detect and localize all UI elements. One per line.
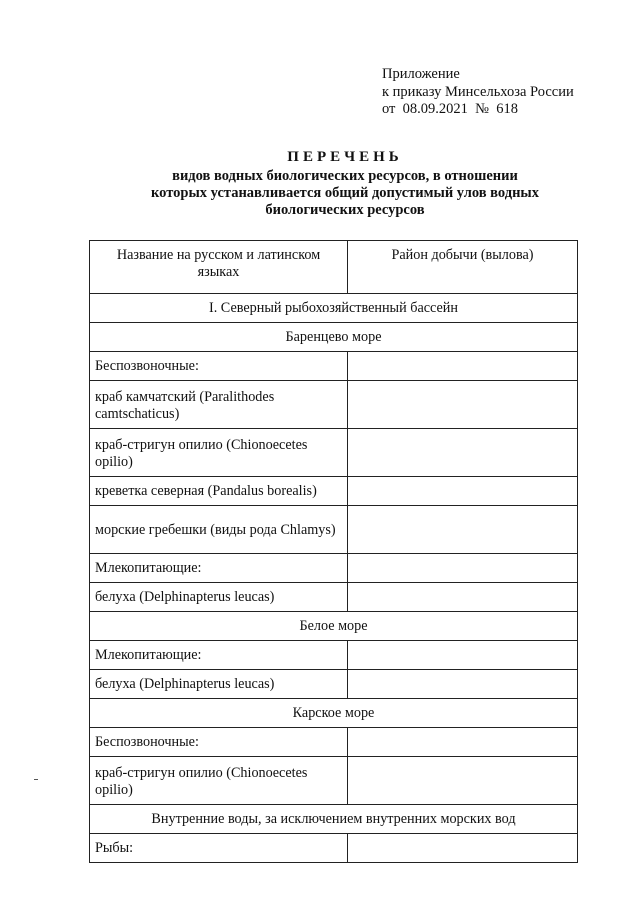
sea-title: Внутренние воды, за исключением внутренних морских вод (90, 805, 578, 834)
region-cell (348, 352, 578, 381)
table-row (90, 728, 578, 757)
subtitle-line: которых устанавливается общий допустимый улов водных (150, 185, 539, 201)
region-cell (348, 641, 578, 670)
region-cell (348, 834, 578, 863)
scan-mark (34, 779, 38, 780)
species-name: белуха (Delphinapterus leucas) (90, 670, 348, 699)
species-name: Млекопитающие: (90, 641, 348, 670)
region-cell (348, 757, 578, 805)
subtitle-line: видов водных биологических ресурсов, в отношении (172, 168, 518, 184)
sea-title: Баренцево море (90, 323, 578, 352)
appendix-block (382, 66, 574, 119)
region-cell (348, 506, 578, 554)
sea-title: Белое море (90, 612, 578, 641)
table-row (90, 757, 578, 805)
region-cell (348, 477, 578, 506)
table-row (90, 834, 578, 863)
table-header-row (90, 241, 578, 294)
document-subtitle (100, 168, 590, 219)
header-region-column: Район добычи (вылова) (348, 241, 578, 294)
basin-title: I. Северный рыбохозяйственный бассейн (90, 294, 578, 323)
table-row (90, 554, 578, 583)
region-cell (348, 670, 578, 699)
region-cell (348, 429, 578, 477)
species-name: краб-стригун опилио (Chionoecetes opilio) (90, 429, 348, 477)
table-row (90, 641, 578, 670)
species-name: краб камчатский (Paralithodes camtschaticus) (90, 381, 348, 429)
region-cell (348, 583, 578, 612)
sea-row (90, 699, 578, 728)
table-row (90, 583, 578, 612)
appendix-date-number: от 08.09.2021 № 618 (382, 101, 518, 117)
table-row (90, 506, 578, 554)
header-name-column: Название на русском и латинском языках (90, 241, 348, 294)
species-name: Рыбы: (90, 834, 348, 863)
species-name: морские гребешки (виды рода Chlamys) (90, 506, 348, 554)
sea-row (90, 805, 578, 834)
table-row (90, 670, 578, 699)
species-name: Беспозвоночные: (90, 728, 348, 757)
sea-row (90, 323, 578, 352)
resources-table (89, 240, 578, 863)
species-name: Млекопитающие: (90, 554, 348, 583)
region-cell (348, 728, 578, 757)
sea-title: Карское море (90, 699, 578, 728)
region-cell (348, 554, 578, 583)
sea-row (90, 612, 578, 641)
subtitle-line: биологических ресурсов (265, 202, 425, 218)
species-name: креветка северная (Pandalus borealis) (90, 477, 348, 506)
document-title-block (100, 148, 590, 219)
table-row (90, 477, 578, 506)
region-cell (348, 381, 578, 429)
species-name: белуха (Delphinapterus leucas) (90, 583, 348, 612)
appendix-label: Приложение (382, 66, 460, 82)
table-row (90, 381, 578, 429)
basin-row (90, 294, 578, 323)
document-title: ПЕРЕЧЕНЬ (287, 149, 403, 165)
species-name: Беспозвоночные: (90, 352, 348, 381)
appendix-order-ref: к приказу Минсельхоза России (382, 83, 574, 100)
table-row (90, 352, 578, 381)
species-name: краб-стригун опилио (Chionoecetes opilio) (90, 757, 348, 805)
table-row (90, 429, 578, 477)
